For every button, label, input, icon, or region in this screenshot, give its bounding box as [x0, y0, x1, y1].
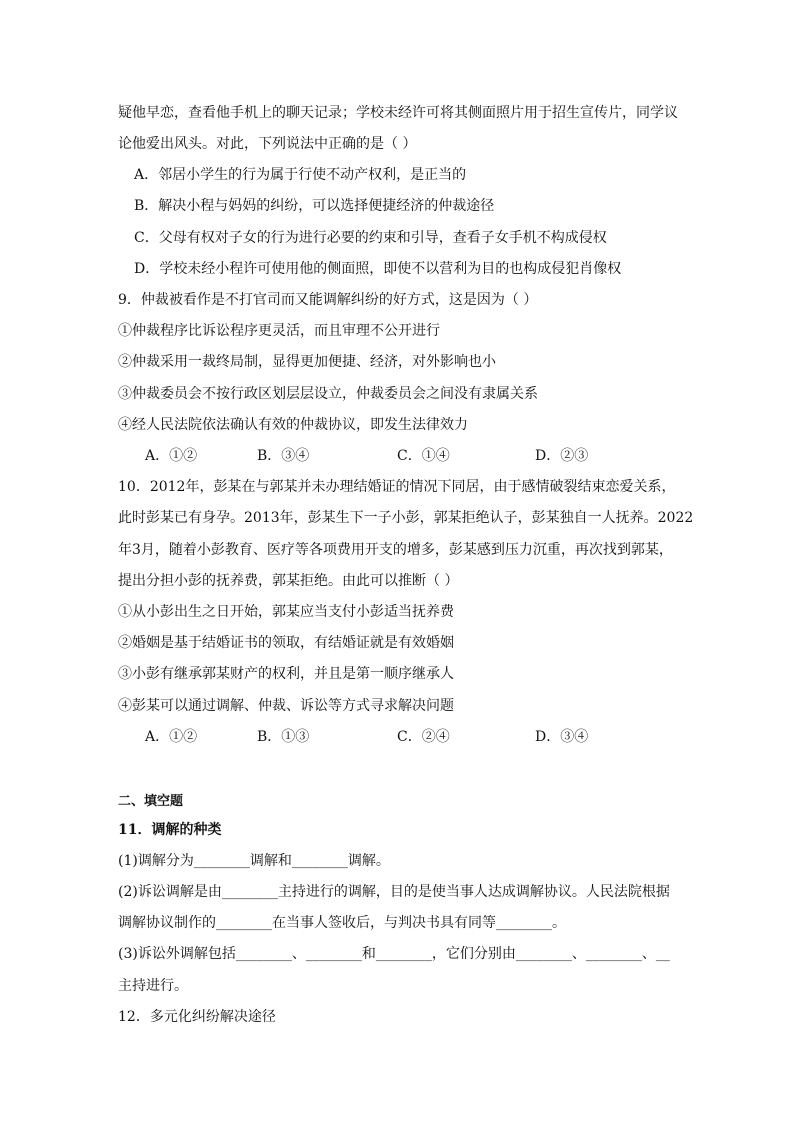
- q8-option-a[interactable]: A．邻居小学生的行为属于行使不动产权利，是正当的: [134, 167, 467, 183]
- q9-statement-3: ③仲裁委员会不按行政区划层层设立，仲裁委员会之间没有隶属关系: [118, 386, 538, 402]
- q10-stem-line-4: 提出分担小彭的抚养费，郭某拒绝。由此可以推断（ ）: [118, 573, 459, 589]
- q11-line-1: (1)调解分为________调解和________调解。: [118, 853, 390, 869]
- q8-stem-line-1: 疑他早恋，查看他手机上的聊天记录；学校未经许可将其侧面照片用于招生宣传片，同学议: [118, 105, 678, 121]
- q10-statement-1: ①从小彭出生之日开始，郭某应当支付小彭适当抚养费: [118, 604, 454, 620]
- q9-choice-a[interactable]: A．①②: [145, 448, 198, 464]
- q10-statement-2: ②婚姻是基于结婚证书的领取，有结婚证就是有效婚姻: [118, 635, 454, 651]
- q10-stem-line-1: 10．2012年，彭某在与郭某并未办理结婚证的情况下同居，由于感情破裂结束恋爱关系，: [118, 479, 676, 495]
- q10-choice-d[interactable]: D．③④: [535, 729, 589, 745]
- q9-choice-d[interactable]: D．②③: [535, 448, 589, 464]
- q10-statement-3: ③小彭有继承郭某财产的权利，并且是第一顺序继承人: [118, 666, 454, 682]
- q10-choice-b[interactable]: B．①③: [257, 729, 310, 745]
- q11-line-2: (2)诉讼调解是由________主持进行的调解，目的是使当事人达成调解协议。人民法院根据: [118, 884, 670, 900]
- q8-option-c[interactable]: C．父母有权对子女的行为进行必要的约束和引导，查看子女手机不构成侵权: [134, 230, 607, 246]
- q11-line-3: 调解协议制作的________在当事人签收后，与判决书具有同等________。: [118, 915, 566, 931]
- q11-title: 11．调解的种类: [118, 822, 222, 838]
- q10-choices: [145, 727, 685, 747]
- q11-line-5: 主持进行。: [118, 978, 188, 994]
- q9-statement-1: ①仲裁程序比诉讼程序更灵活，而且审理不公开进行: [118, 323, 440, 339]
- q10-stem-line-3: 年3月，随着小彭教育、医疗等各项费用开支的增多，彭某感到压力沉重，再次找到郭某，: [118, 542, 673, 558]
- section-heading-fill-in: 二、填空题: [118, 794, 184, 809]
- q10-statement-4: ④彭某可以通过调解、仲裁、诉讼等方式寻求解决问题: [118, 698, 454, 714]
- q10-choice-c[interactable]: C．②④: [397, 729, 450, 745]
- q9-statement-4: ④经人民法院依法确认有效的仲裁协议，即发生法律效力: [118, 417, 468, 433]
- q10-stem-line-2: 此时彭某已有身孕。2013年，彭某生下一子小彭，郭某拒绝认子，彭某独自一人抚养。2022: [118, 510, 694, 526]
- q9-statement-2: ②仲裁采用一裁终局制，显得更加便捷、经济，对外影响也小: [118, 354, 496, 370]
- q8-stem-line-2: 论他爱出风头。对此，下列说法中正确的是（ ）: [118, 136, 417, 152]
- q8-option-d[interactable]: D．学校未经小程许可使用他的侧面照，即使不以营利为目的也构成侵犯肖像权: [134, 261, 622, 277]
- q12-title: 12．多元化纠纷解决途径: [118, 1009, 276, 1025]
- q10-choice-a[interactable]: A．①②: [145, 729, 198, 745]
- q11-line-4: (3)诉讼外调解包括________、________和________，它们分别由________、________、__: [118, 946, 670, 962]
- q9-choice-b[interactable]: B．③④: [257, 448, 310, 464]
- q9-choices: [145, 446, 685, 466]
- q9-choice-c[interactable]: C．①④: [397, 448, 450, 464]
- q8-option-b[interactable]: B．解决小程与妈妈的纠纷，可以选择便捷经济的仲裁途径: [134, 198, 495, 214]
- q9-stem: 9．仲裁被看作是不打官司而又能调解纠纷的好方式，这是因为（ ）: [118, 292, 538, 308]
